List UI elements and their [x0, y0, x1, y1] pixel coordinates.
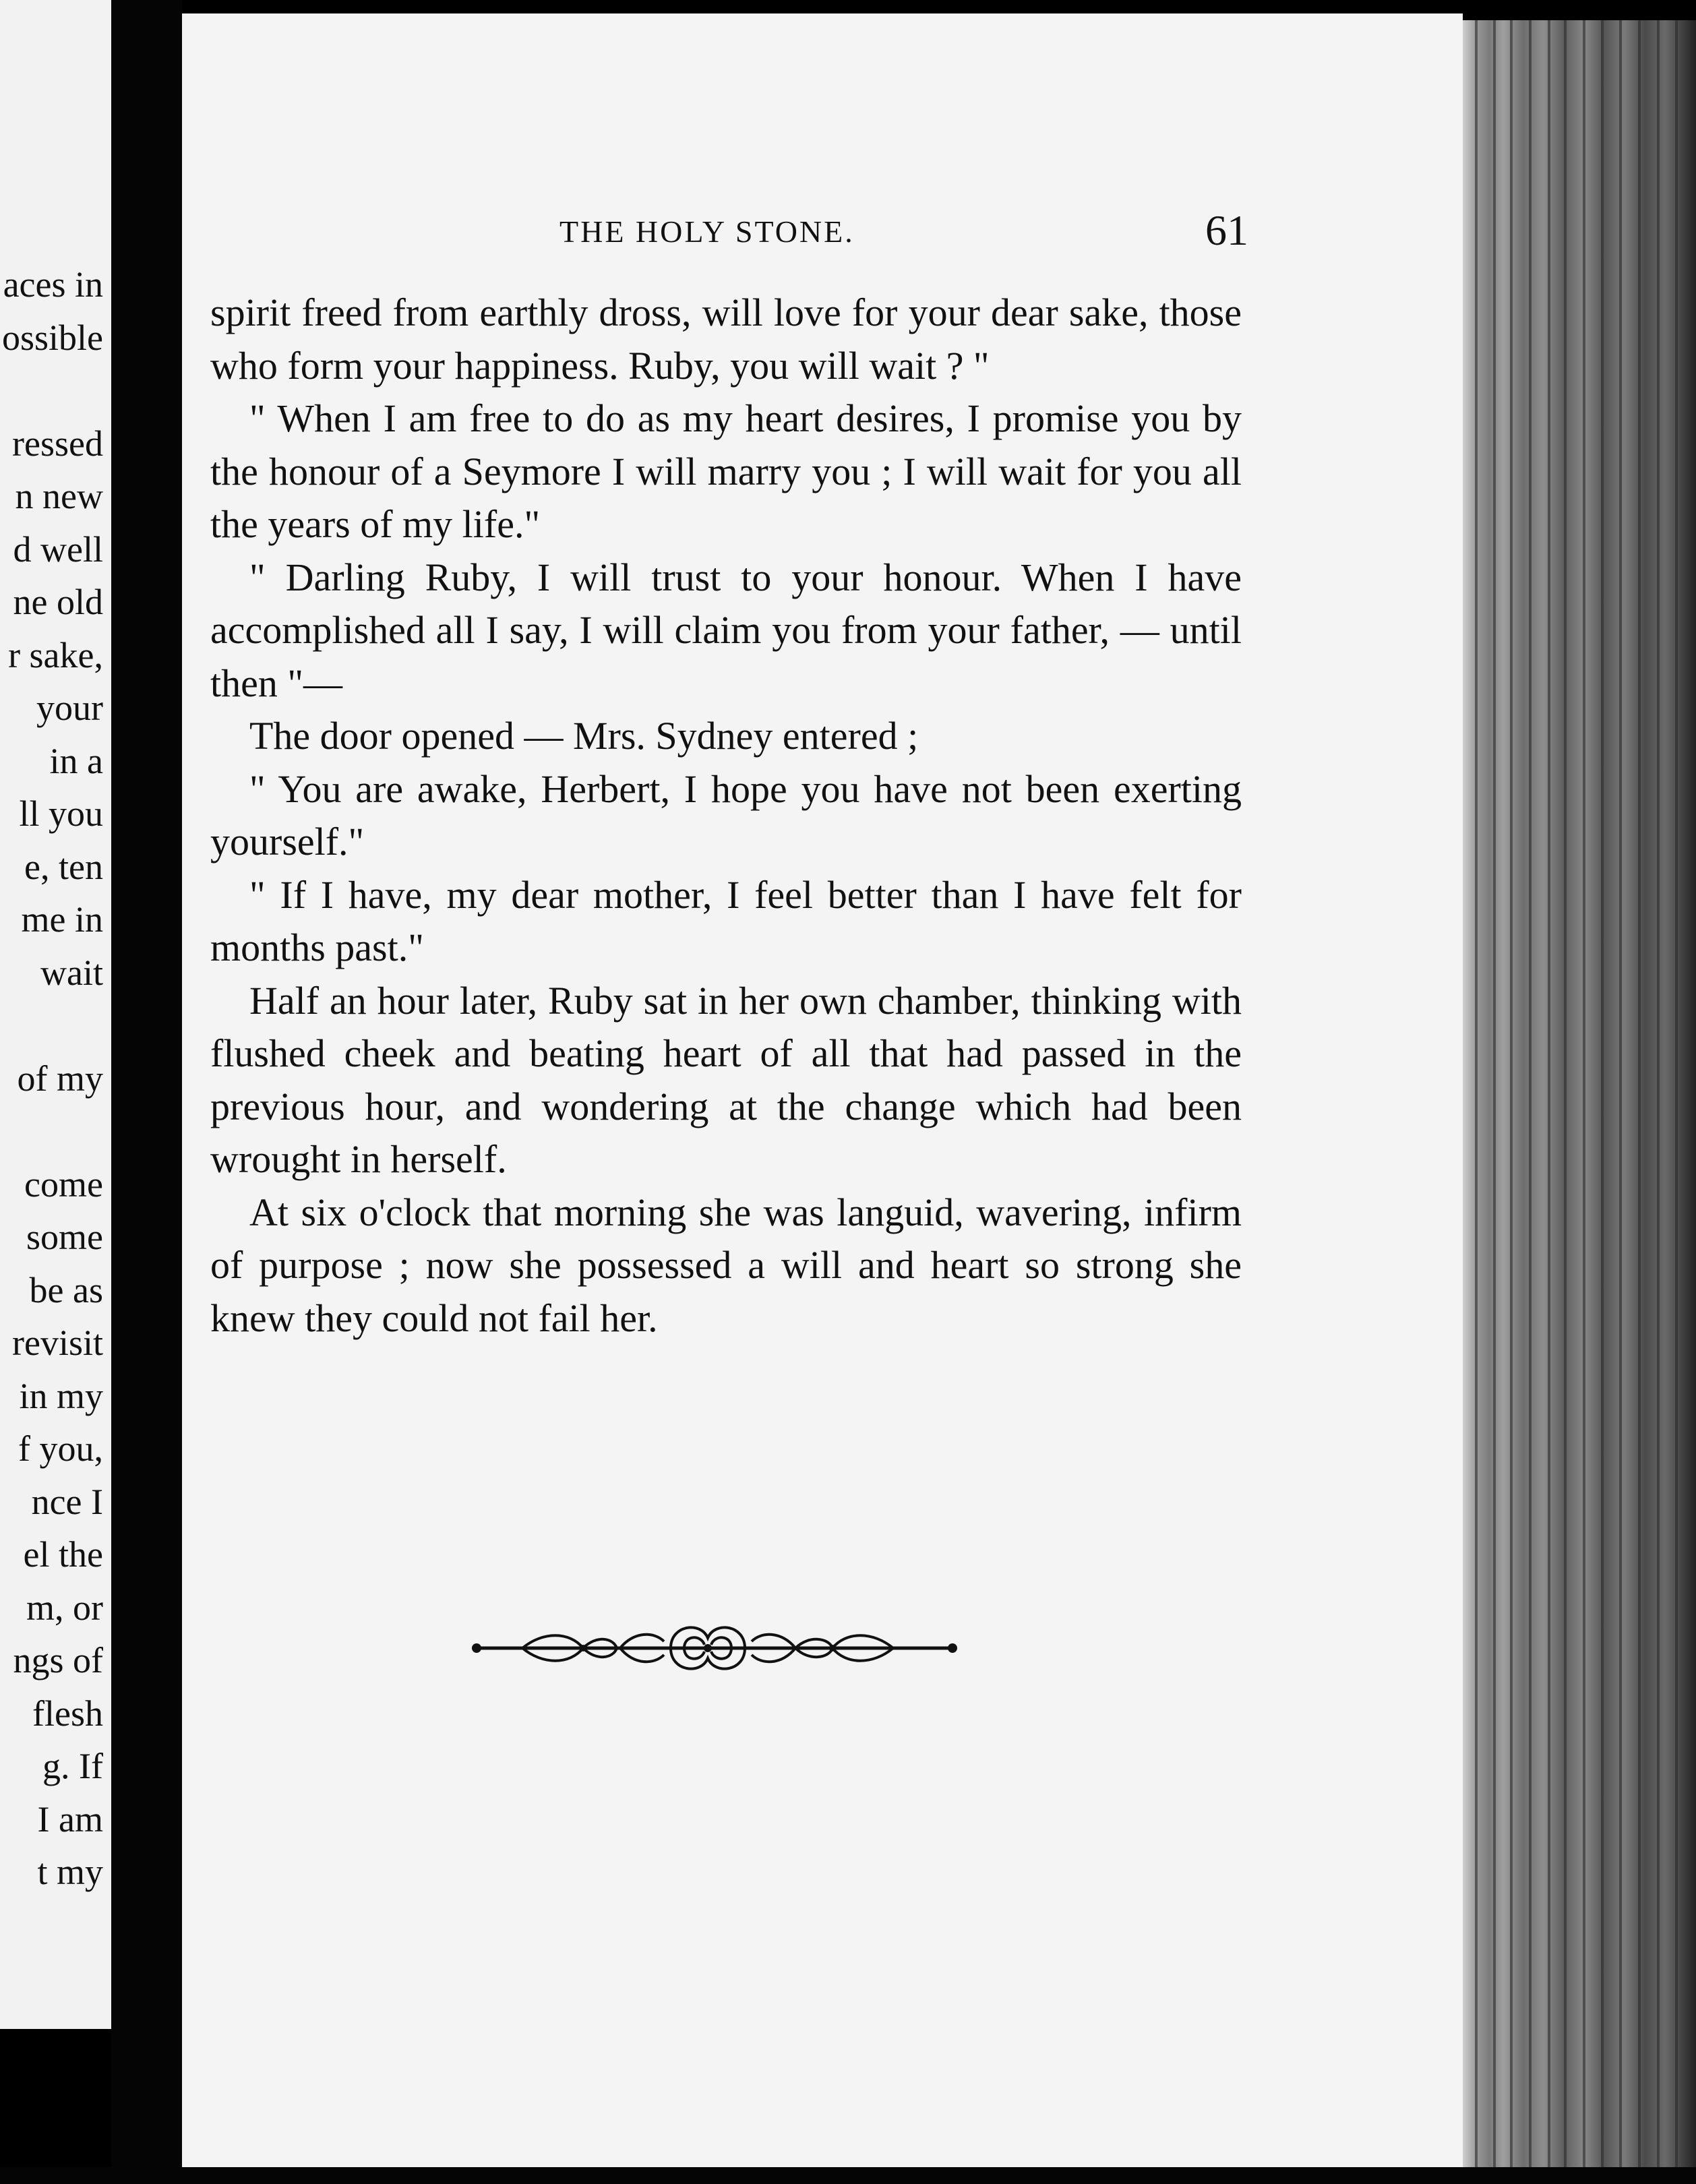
paragraph: At six o'clock that morning she was languid, wavering, infirm of purpose ; now she possessed a will and heart so strong she knew they could not fail her. — [210, 1190, 1242, 1340]
left-page-text-fragment: in a — [49, 740, 103, 781]
page-edge-line — [1493, 20, 1496, 2184]
page-edge-line — [1675, 20, 1678, 2184]
left-page-text-fragment: me in — [21, 899, 103, 940]
book-page — [182, 13, 1463, 2167]
left-page-text-fragment: ossible — [1, 317, 103, 358]
page-edge-line — [1475, 20, 1478, 2184]
running-head — [182, 206, 1463, 260]
page-edge-line — [1548, 20, 1550, 2184]
left-page-text-fragment: ressed — [12, 423, 103, 464]
left-page-text-fragment: I am — [37, 1798, 103, 1840]
left-facing-page — [0, 0, 111, 2029]
scan-border — [0, 2167, 1696, 2184]
paragraph: " When I am free to do as my heart desires, I promise you by the honour of a Seymore I will marry you ; I will wait for you all the years of my life." — [210, 396, 1242, 546]
left-page-text-fragment: f you, — [18, 1428, 103, 1469]
fleuron-tailpiece-icon — [468, 1611, 961, 1685]
left-page-text-fragment: wait — [40, 952, 103, 993]
left-page-text-fragment: some — [26, 1217, 103, 1257]
left-page-text-fragment: flesh — [32, 1693, 103, 1734]
left-page-text-fragment: ll you — [19, 793, 103, 834]
left-page-text-fragment: nce I — [31, 1481, 103, 1522]
page-number: 61 — [1205, 206, 1248, 254]
left-page-text-fragment: e, ten — [24, 846, 103, 887]
left-page-text-fragment: aces in — [3, 264, 103, 305]
paragraph: spirit freed from earthly dross, will love for your dear sake, those who form your happiness. Ruby, you will wait ? " — [210, 291, 1242, 388]
page-edge-line — [1564, 20, 1567, 2184]
left-page-text-fragment: your — [36, 688, 103, 728]
page-edge-line — [1601, 20, 1604, 2184]
left-page-text-fragment: be as — [29, 1269, 103, 1310]
left-page-text-fragment: r sake, — [8, 634, 103, 675]
page-edge-line — [1638, 20, 1641, 2184]
left-page-text-fragment: ne old — [13, 582, 103, 622]
left-page-text-fragment: revisit — [12, 1323, 103, 1363]
paragraph: " If I have, my dear mother, I feel better than I have felt for months past." — [210, 872, 1242, 969]
left-page-text-fragment: g. If — [42, 1746, 103, 1786]
page-edge-line — [1510, 20, 1513, 2184]
paragraph: The door opened — Mrs. Sydney entered ; — [249, 714, 919, 758]
left-page-text-fragment: ngs of — [13, 1640, 103, 1680]
left-page-text-fragment: d well — [13, 528, 103, 570]
left-page-text-fragment: n new — [15, 476, 103, 516]
paragraph: " Darling Ruby, I will trust to your honour. When I have accomplished all I say, I will claim you from your father, — until then "— — [210, 555, 1242, 705]
page-edges — [1463, 20, 1696, 2184]
left-page-text-fragment: m, or — [26, 1587, 103, 1628]
page-edge-line — [1583, 20, 1585, 2184]
left-page-text-fragment: t my — [37, 1852, 103, 1892]
page-edge-line — [1619, 20, 1622, 2184]
paragraph: Half an hour later, Ruby sat in her own chamber, thinking with flushed cheek and beating heart of all that had passed in the previous hour, and wondering at the change which had been wrought in herself. — [210, 978, 1242, 1181]
body-text — [210, 286, 1242, 1345]
left-page-text-fragment: el the — [23, 1534, 103, 1575]
book-gutter — [111, 0, 182, 2184]
left-page-text-fragment: of my — [17, 1058, 103, 1099]
running-title: THE HOLY STONE. — [559, 214, 855, 249]
left-page-text-fragment: come — [24, 1163, 103, 1205]
page-edge-line — [1529, 20, 1532, 2184]
page-edge-line — [1657, 20, 1660, 2184]
left-page-text-fragment: in my — [19, 1375, 103, 1416]
paragraph: " You are awake, Herbert, I hope you have not been exerting yourself." — [210, 766, 1242, 863]
